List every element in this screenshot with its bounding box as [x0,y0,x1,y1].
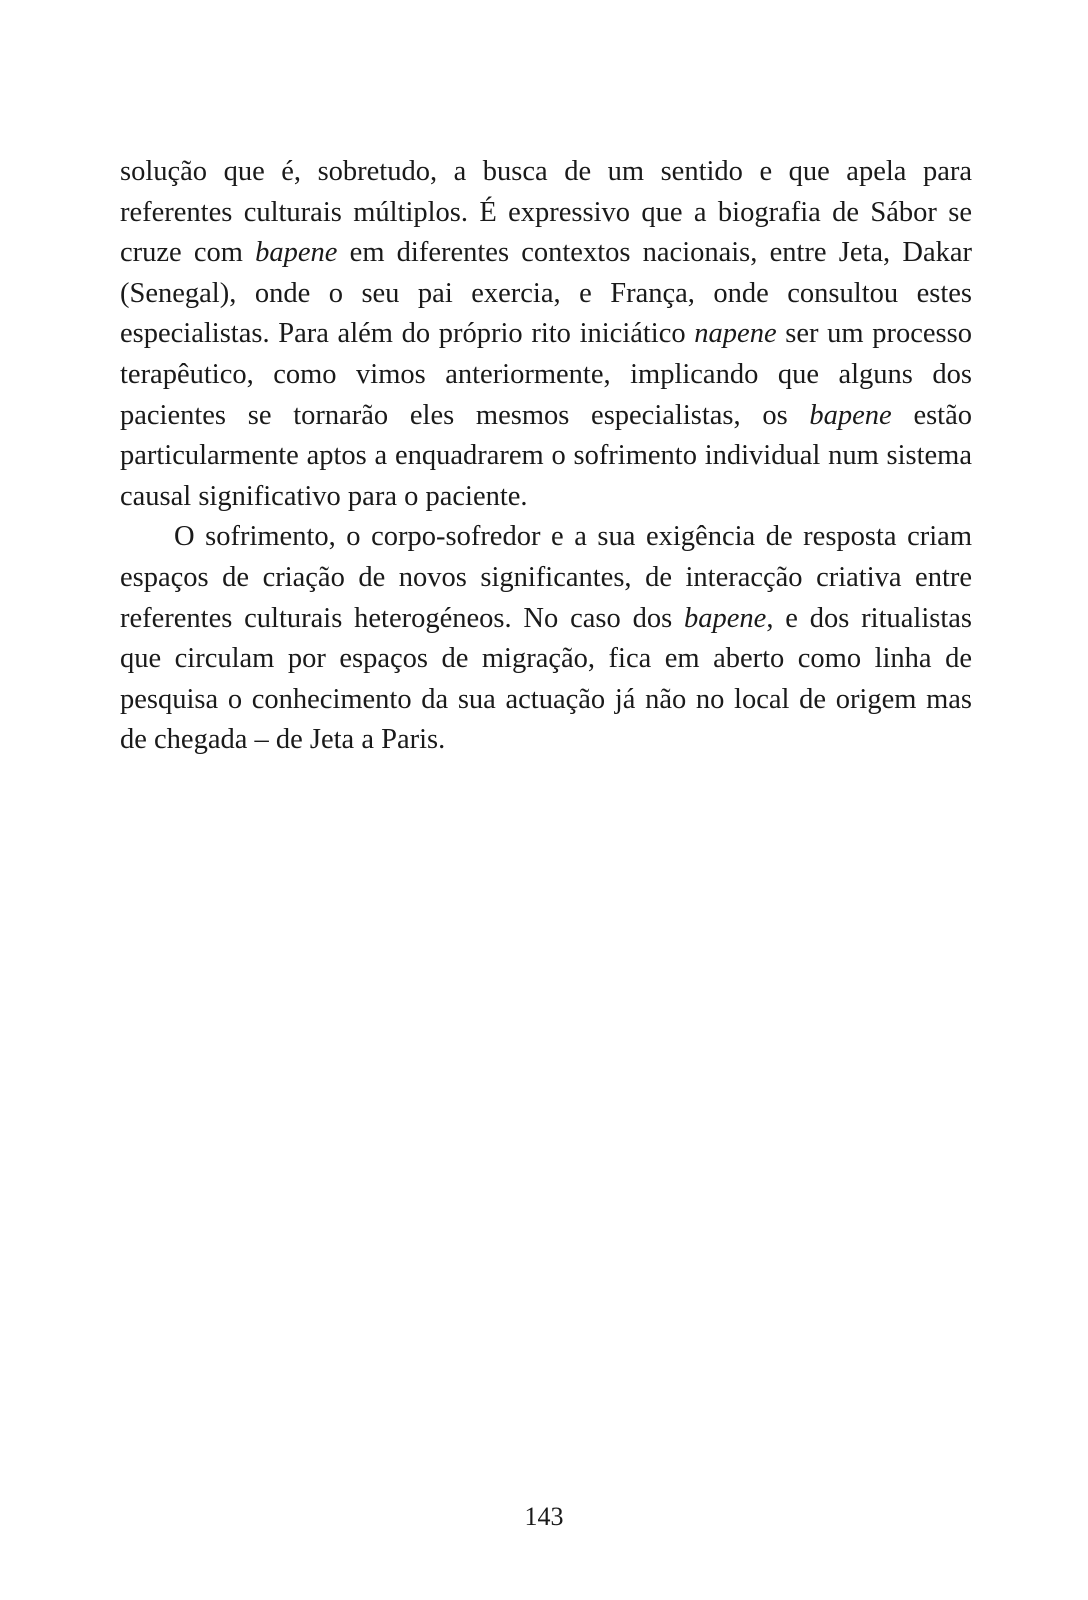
paragraph-2 [120,517,972,761]
page-number: 143 [524,1502,564,1531]
text-run: ser um processo terapêutico, como vimos anteriormente, implicando que alguns dos pacientes se tornarão eles mesmos especialistas, os [120,318,972,431]
italic-term: napene [694,318,777,350]
text-run: em diferentes contextos nacionais, entre Jeta, Dakar (Senegal), onde o seu pai exercia, e França, onde consultou estes especialistas. Para além do próprio rito iniciático [120,237,972,350]
text-run: solução que é, sobretudo, a busca de um sentido e que apela para referentes culturais múltiplos. É expressivo que a biografia de Sábor se cruze com [120,156,972,269]
italic-term: bapene [684,602,767,634]
body-text [120,152,972,761]
text-run: estão particularmente aptos a enquadrarem o sofrimento individual num sistema causal significativo para o paciente. [120,399,972,512]
text-run: O sofrimento, o corpo-sofredor e a sua exigência de resposta criam espaços de criação de novos significantes, de interacção criativa entre referentes culturais heterogéneos. No caso dos [120,521,972,634]
text-run: , e dos ritualistas que circulam por espaços de migração, fica em aberto como linha de pesquisa o conhecimento da sua actuação já não no local de origem mas de chegada – de Jeta a Paris. [120,602,972,756]
paragraph-1 [120,152,972,517]
italic-term: bapene [255,237,338,269]
italic-term: bapene [809,399,892,431]
